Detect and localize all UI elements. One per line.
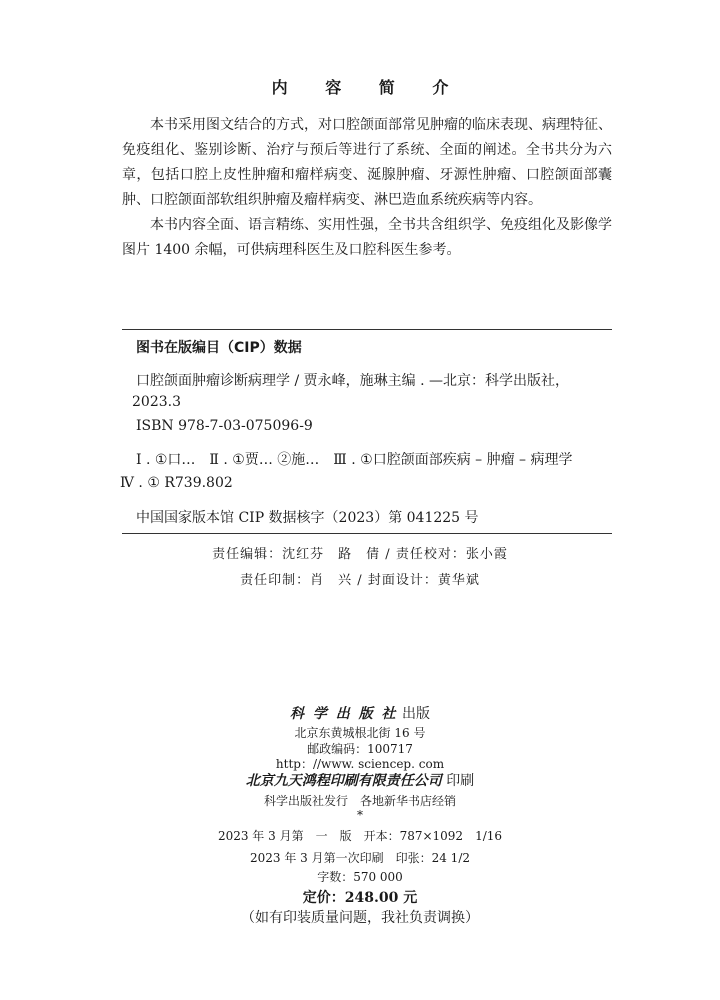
intro-paragraph-2: 本书内容全面、语言精练、实用性强，全书共含组织学、免疫组化及影像学图片 1400 余幅，可供病理科医生及口腔科医生参考。 [122, 217, 612, 258]
cip-title-line: 口腔颌面肿瘤诊断病理学 / 贾永峰，施琳主编 . —北京：科学出版社， [136, 373, 569, 389]
printer-name: 北京九天鸿程印刷有限责任公司 [245, 773, 442, 789]
publisher-suffix: 出版 [401, 706, 430, 722]
cip-date-line: 2023.3 [132, 394, 181, 410]
publisher-line [0, 703, 720, 723]
cip-classification-1: Ⅰ . ①口… Ⅱ . ①贾… ②施… Ⅲ . ①口腔颌面部疾病 – 肿瘤 – 病理学 [136, 452, 573, 468]
printing-line: 2023 年 3 月第一次印刷 印张：24 1/2 [249, 851, 470, 865]
cip-classification-2: Ⅳ . ① R739.802 [120, 475, 233, 491]
publisher-name: 科 学 出 版 社 [290, 706, 398, 722]
page-title: 内 容 简 介 [271, 78, 465, 97]
publisher-address: 北京东黄城根北街 16 号 [294, 726, 426, 740]
cip-heading: 图书在版编目（CIP）数据 [136, 340, 302, 356]
cip-bottom-rule [122, 533, 612, 534]
cip-record-number: 中国国家版本馆 CIP 数据核字（2023）第 041225 号 [136, 510, 479, 526]
printer-line [0, 770, 720, 790]
intro-paragraph-1: 本书采用图文结合的方式，对口腔颌面部常见肿瘤的临床表现、病理特征、免疫组化、鉴别诊断、治疗与预后等进行了系统、全面的阐述。全书共分为六章，包括口腔上皮性肿瘤和瘤样病变、涎腺肿瘤、牙源性肿瘤、口腔颌面部囊肿、口腔颌面部软组织肿瘤及瘤样病变、淋巴造血系统疾病等内容。 [122, 117, 612, 208]
cip-top-rule [122, 329, 612, 330]
cip-isbn: ISBN 978-7-03-075096-9 [136, 418, 313, 434]
distribution-line: 科学出版社发行 各地新华书店经销 [263, 794, 456, 808]
staff-line-2: 责任印制：肖 兴 / 封面设计：黄华斌 [240, 573, 480, 588]
staff-line-1: 责任编辑：沈红芬 路 倩 / 责任校对：张小霞 [212, 547, 508, 562]
quality-note: （如有印装质量问题，我社负责调换） [241, 910, 479, 926]
edition-line: 2023 年 3 月第 一 版 开本：787×1092 1/16 [217, 829, 503, 843]
publisher-postcode: 邮政编码：100717 [307, 742, 413, 756]
price: 定价：248.00 元 [302, 890, 418, 906]
introduction [122, 113, 612, 263]
word-count: 字数：570 000 [317, 870, 403, 884]
publisher-url: http：//www. sciencep. com [275, 757, 445, 771]
separator-star: * [357, 808, 363, 822]
printer-suffix: 印刷 [446, 773, 475, 789]
